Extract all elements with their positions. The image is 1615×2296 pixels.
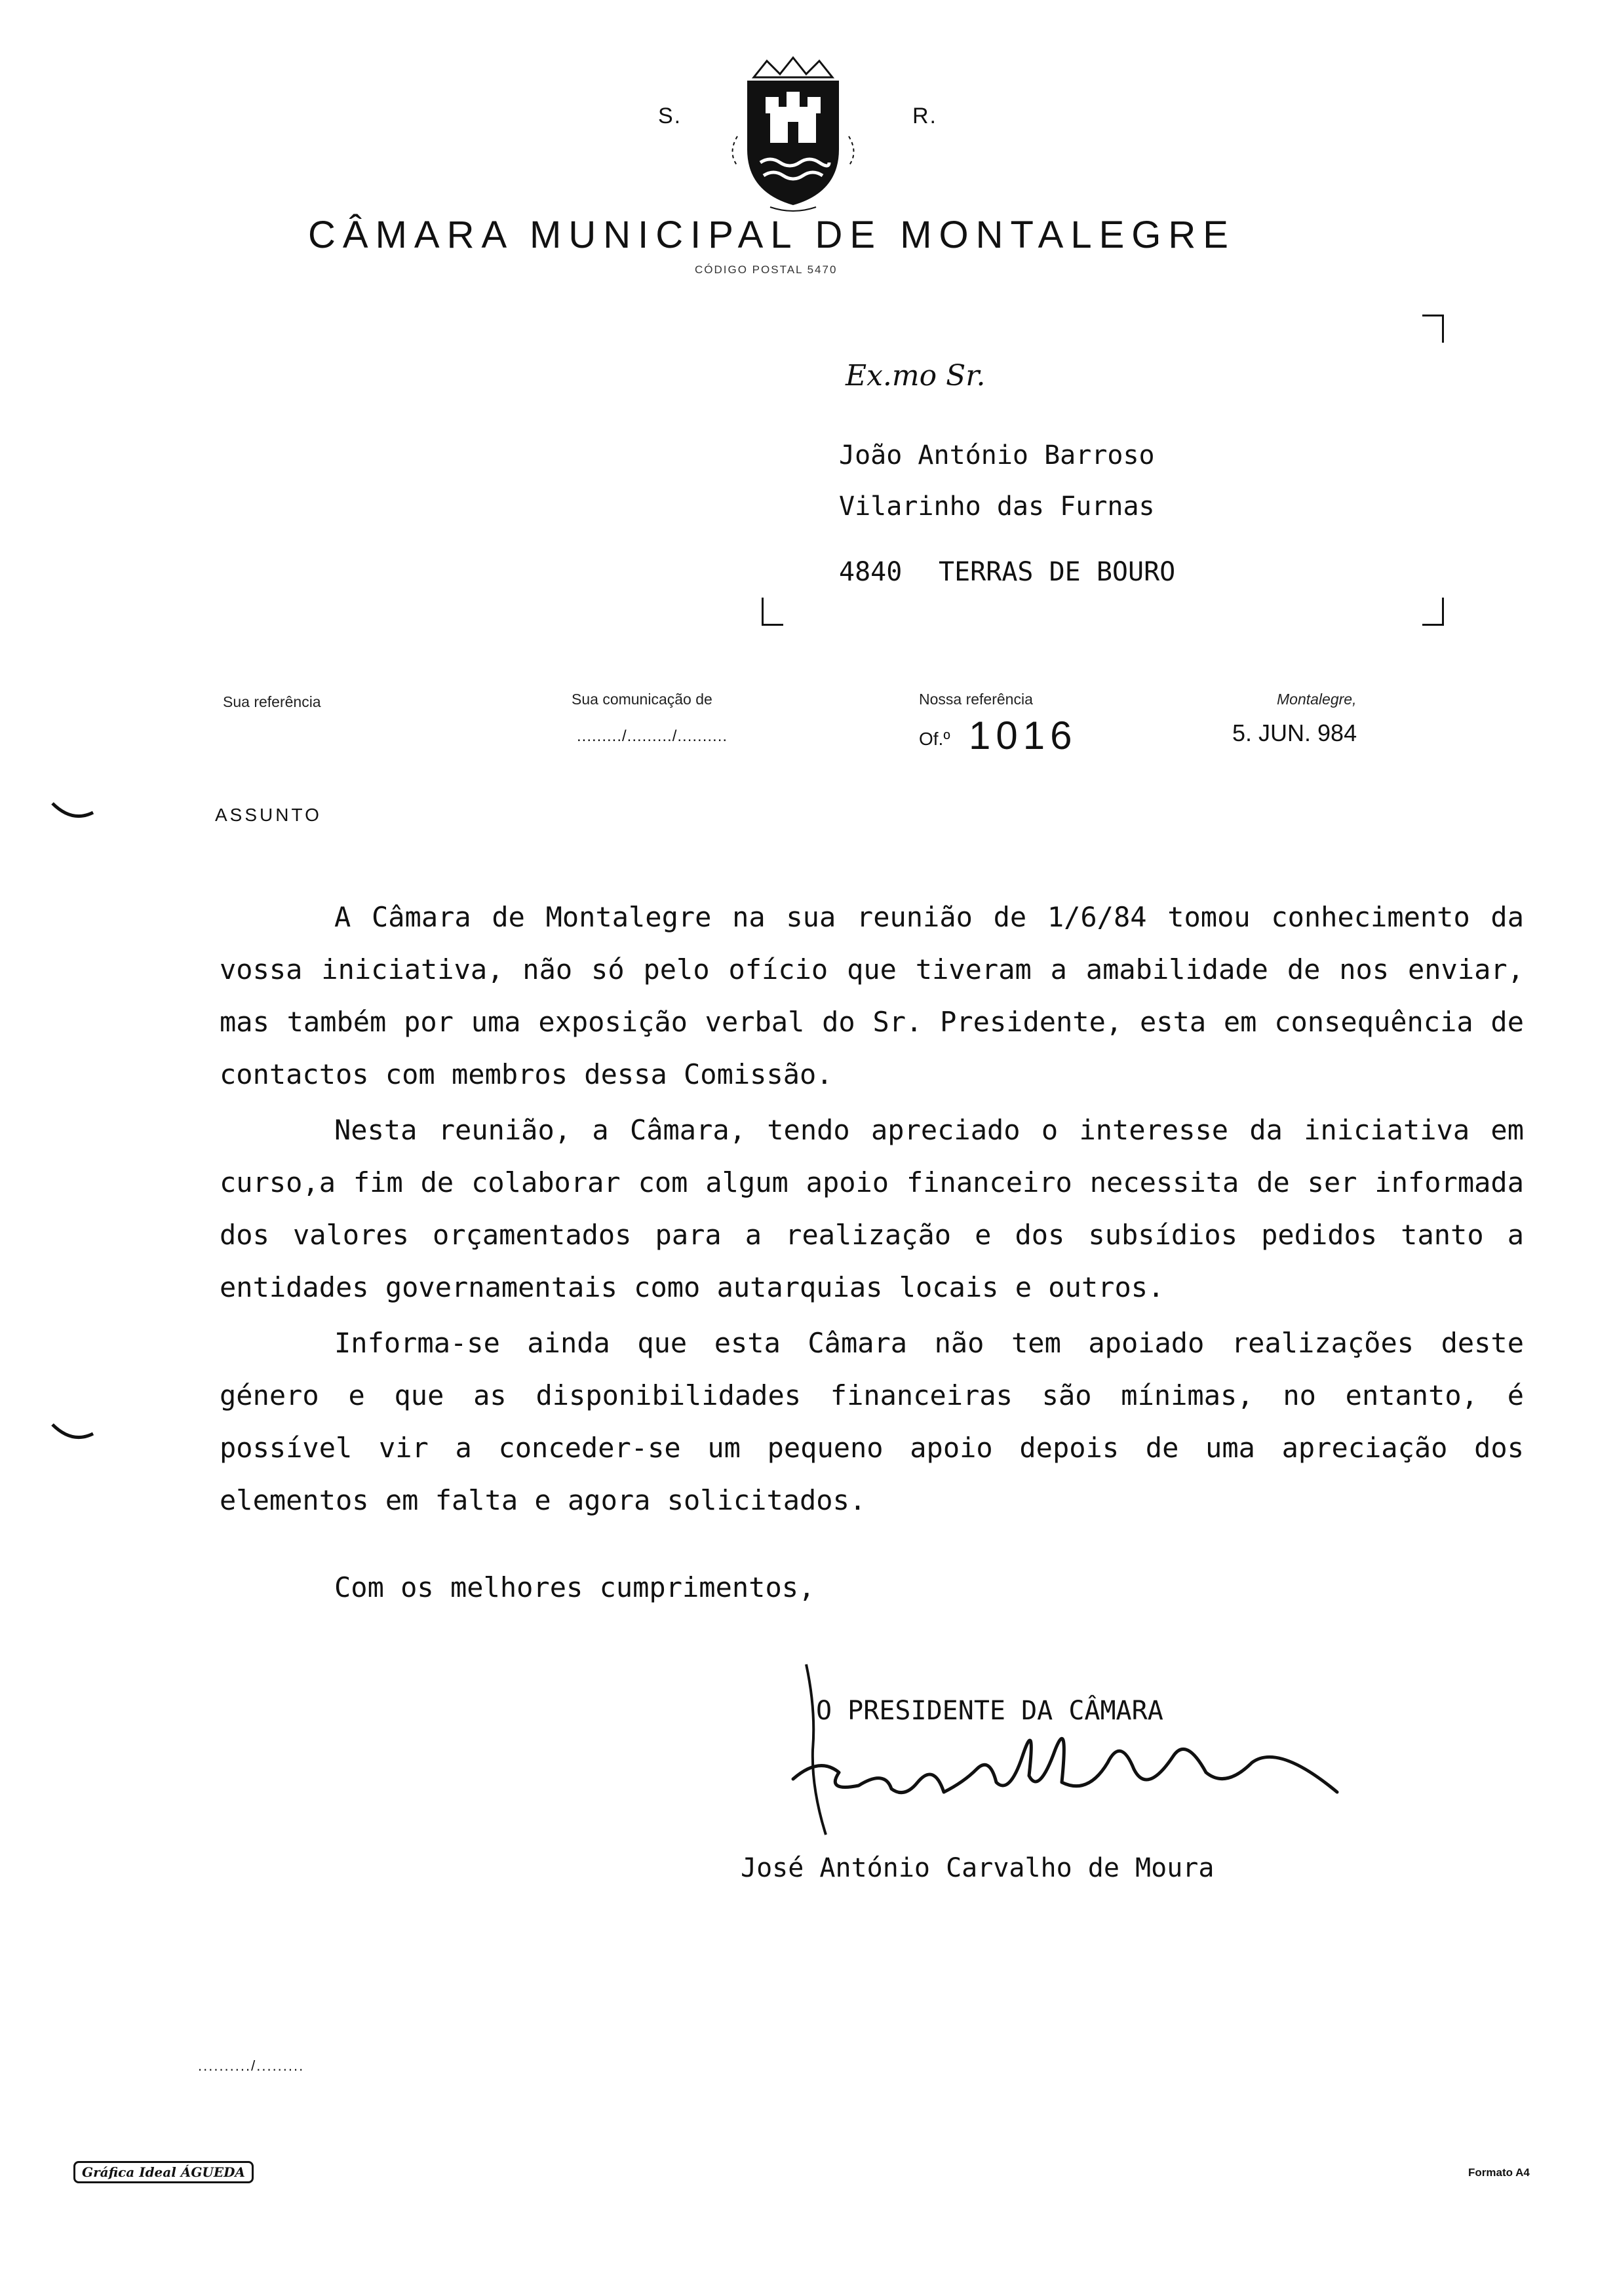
recipient-street: Vilarinho das Furnas [839,491,1155,522]
body-paragraph-1: A Câmara de Montalegre na sua reunião de 1/6/84 tomou conhecimento da vossa iniciativa, não só pelo ofício que tiveram a amabilidade de nos enviar, mas também por uma exposição verbal do Sr. Presidente, esta em consequência de contactos com membros dessa Comissão. [220,901,1524,1090]
punch-hole-mark-bottom [46,1419,98,1445]
handwritten-signature [780,1658,1370,1854]
coat-of-arms-emblem [708,51,878,215]
footer-dots: ........../......... [198,2057,305,2074]
recipient-salutation: Ex.mo Sr. [846,359,986,392]
closing-line: Com os melhores cumprimentos, [334,1571,815,1603]
sua-comunicacao-label: Sua comunicação de [572,691,712,708]
body-paragraph-2: Nesta reunião, a Câmara, tendo apreciado o interesse da iniciativa em curso,a fim de colaborar com algum apoio financeiro necessita de ser informada dos valores orçamentados para a realização e dos subsídios pedidos tanto a entidades governamentais como autarquias locais e outros. [220,1114,1524,1303]
letterhead-postal-code: CÓDIGO POSTAL 5470 [695,263,838,276]
assunto-label: ASSUNTO [215,805,322,825]
punch-hole-mark-top [46,798,98,824]
signatory-name: José António Carvalho de Moura [741,1853,1215,1883]
body-paragraph-3: Informa-se ainda que esta Câmara não tem apoiado realizações deste género e que as disponibilidades financeiras são mínimas, no entanto, é possível vir a conceder-se um pequeno apoio depois de uma apreciação dos elementos em falta e agora solicitados. [220,1327,1524,1516]
letterhead-left-letter: S. [658,104,682,128]
address-bracket-bottom-right [1422,598,1444,626]
printer-mark: Gráfica Ideal ÁGUEDA [73,2161,254,2183]
recipient-postcode: 4840 [839,557,903,587]
date-stamp: 5. JUN. 984 [1232,719,1357,746]
address-bracket-top-right [1422,315,1444,343]
nossa-referencia-label: Nossa referência [919,691,1033,708]
recipient-name: João António Barroso [839,440,1155,470]
formato-label: Formato A4 [1468,2166,1530,2179]
signature-role: O PRESIDENTE DA CÂMARA [816,1696,1163,1726]
local-label: Montalegre, [1277,691,1357,708]
recipient-locality: TERRAS DE BOURO [939,557,1176,587]
sua-referencia-label: Sua referência [223,693,321,710]
letterhead-title: CÂMARA MUNICIPAL DE MONTALEGRE [308,214,1236,256]
letterhead-right-letter: R. [912,104,937,128]
sua-comunicacao-value: ........./........./.......... [577,727,728,745]
nossa-referencia-prefix: Of.º [919,729,950,749]
nossa-referencia-number: 1016 [969,714,1078,757]
address-bracket-bottom-left [762,598,783,626]
